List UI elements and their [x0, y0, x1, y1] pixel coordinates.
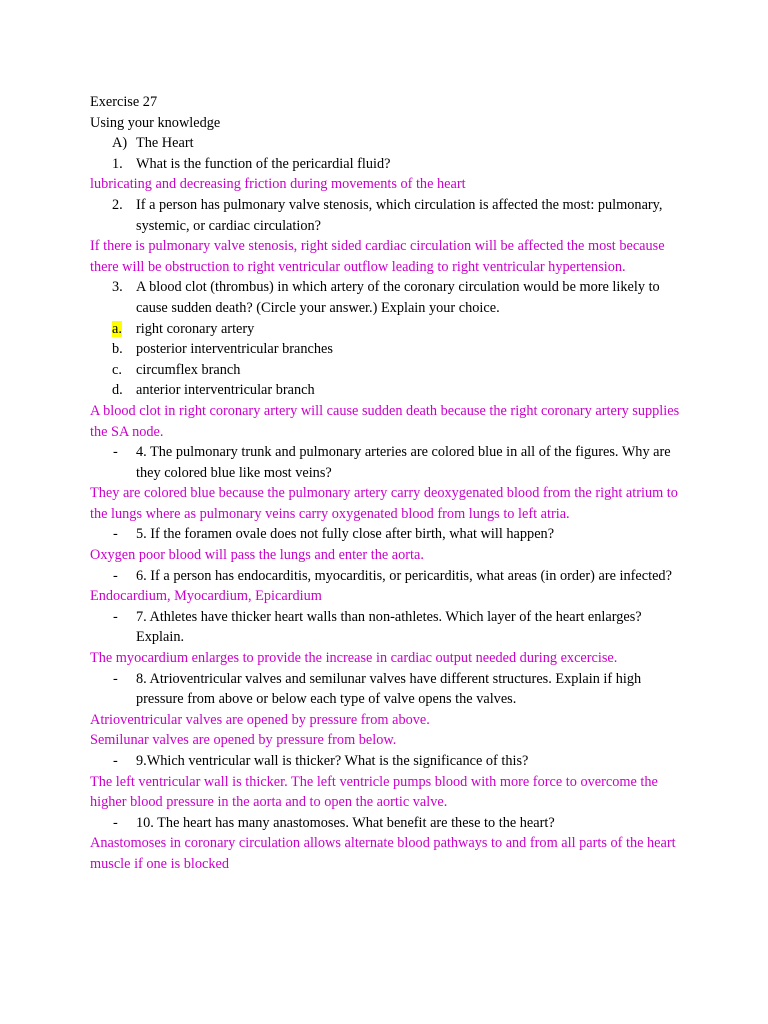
question-marker: 1.	[112, 155, 123, 172]
question-5	[90, 524, 690, 545]
answer-5: Oxygen poor blood will pass the lungs and enter the aorta.	[90, 547, 424, 564]
question-2	[90, 195, 690, 236]
exercise-title: Exercise 27	[90, 94, 158, 110]
choice-text: posterior interventricular branches	[136, 341, 333, 358]
section-marker: A)	[112, 135, 128, 152]
answer-4: They are colored blue because the pulmonary artery carry deoxygenated blood from the right atrium to the lungs where as pulmonary veins carry oxygenated blood from lungs to left atria.	[90, 485, 678, 522]
choice-marker: d.	[112, 382, 123, 399]
choice-marker	[112, 319, 132, 340]
choice-text: right coronary artery	[136, 320, 255, 337]
dash-marker: -	[113, 444, 118, 461]
answer-8-av: Atrioventricular valves are opened by pressure from above.	[90, 711, 430, 728]
question-text: 4. The pulmonary trunk and pulmonary arteries are colored blue in all of the figures. Why are they colored blue like most veins?	[136, 444, 671, 481]
question-8	[90, 669, 690, 710]
dash-marker: -	[113, 567, 118, 584]
question-marker: 2.	[112, 196, 123, 213]
dash-marker: -	[113, 753, 118, 769]
choice-marker: b.	[112, 341, 123, 358]
choice-highlight: a.	[112, 320, 122, 337]
choice-text: circumflex branch	[136, 361, 241, 378]
question-9	[90, 751, 690, 772]
choice-text: anterior interventricular branch	[136, 382, 315, 399]
question-10	[90, 813, 690, 834]
question-text: 6. If a person has endocarditis, myocarditis, or pericarditis, what areas (in order) are infected?	[136, 567, 672, 584]
section-heading	[90, 133, 690, 154]
answer-8-semilunar: Semilunar valves are opened by pressure from below.	[90, 732, 397, 749]
dash-marker: -	[113, 814, 118, 831]
question-text: 10. The heart has many anastomoses. What benefit are these to the heart?	[136, 814, 555, 831]
question-4	[90, 442, 690, 483]
question-3	[90, 277, 690, 318]
question-text: 7. Athletes have thicker heart walls than non-athletes. Which layer of the heart enlarges? Explain.	[136, 608, 642, 646]
question-1	[90, 154, 690, 175]
answer-6: Endocardium, Myocardium, Epicardium	[90, 588, 322, 605]
question-marker: 3.	[112, 279, 123, 296]
question-6	[90, 566, 690, 587]
question-7	[90, 607, 690, 648]
answer-2: If there is pulmonary valve stenosis, right sided cardiac circulation will be affected the most because there will be obstruction to right ventricular outflow leading to right ventricular hypertension.	[90, 238, 665, 275]
question-text: 9.Which ventricular wall is thicker? What is the significance of this?	[136, 753, 529, 769]
dash-marker: -	[113, 670, 118, 687]
dash-marker: -	[113, 608, 118, 625]
answer-7: The myocardium enlarges to provide the increase in cardiac output needed during excercise.	[90, 650, 618, 667]
document-page	[90, 92, 690, 875]
answer-10: Anastomoses in coronary circulation allows alternate blood pathways to and from all parts of the heart muscle if one is blocked	[90, 835, 676, 872]
question-text: A blood clot (thrombus) in which artery of the coronary circulation would be more likely to cause sudden death? (Circle your answer.) Explain your choice.	[136, 279, 660, 316]
question-text: If a person has pulmonary valve stenosis, which circulation is affected the most: pulmonary, systemic, or cardiac circulation?	[136, 196, 663, 234]
answer-1: lubricating and decreasing friction during movements of the heart	[90, 176, 466, 193]
question-text: What is the function of the pericardial fluid?	[136, 155, 391, 172]
exercise-subtitle: Using your knowledge	[90, 114, 221, 131]
answer-9: The left ventricular wall is thicker. The left ventricle pumps blood with more force to overcome the higher blood pressure in the aorta and to open the aortic valve.	[90, 773, 658, 811]
choice-c	[90, 360, 690, 381]
section-label: The Heart	[136, 135, 194, 152]
choice-b	[90, 339, 690, 360]
choice-marker: c.	[112, 361, 122, 378]
question-text: 5. If the foramen ovale does not fully close after birth, what will happen?	[136, 526, 555, 543]
question-text: 8. Atrioventricular valves and semilunar valves have different structures. Explain if high pressure from above or below each type of valve opens the valves.	[136, 670, 642, 708]
answer-3: A blood clot in right coronary artery will cause sudden death because the right coronary artery supplies the SA node.	[90, 402, 680, 440]
choice-a	[90, 319, 690, 340]
choice-d	[90, 380, 690, 401]
dash-marker: -	[113, 526, 118, 543]
